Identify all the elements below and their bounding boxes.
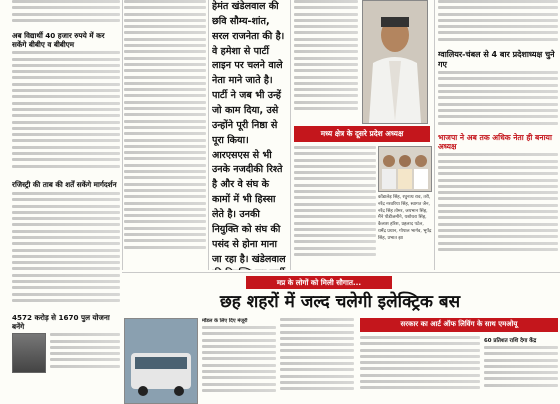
- names-list: कोंडालेड़ सिंह, रघुनाथ राव, तरी, नरेंद्र नरवरिया सिंह, स्वागत जैन, नरेंद्र सिंह तोमर, जयभान सिंह, मैंने पौडीजमीने, यशोधरा सिंह, कैलाश हरिश, प्रहलाद पटेल, धर्मेंद्र प्रधान, गोपाल भार्गव, भूपेंद्र सिंह, प्रभात झा: [378, 195, 432, 241]
- divider: [122, 0, 123, 270]
- quote-column: [212, 0, 288, 270]
- bottom-text-col-2: [280, 318, 354, 404]
- section-banner: मध्य क्षेत्र के दूसरे प्रदेश अध्यक्ष: [294, 126, 430, 142]
- right-column: [438, 0, 558, 270]
- left-headline-2: रजिस्ट्री की ताब की शर्तें सकेंगे मार्गदर्शन: [12, 180, 117, 190]
- right-text-3: [438, 153, 558, 250]
- bottom-right-subhead: 60 प्रतिशत राशि देगा केंद्र: [484, 338, 537, 344]
- bottom-left-area: [124, 318, 198, 404]
- left-small-photo: [12, 333, 46, 373]
- center-mid-right: [378, 146, 432, 270]
- bottom-right-text: [360, 336, 480, 404]
- leader-photo: [362, 0, 428, 124]
- left-text-block-1: [12, 0, 120, 30]
- divider: [290, 0, 291, 270]
- bottom-box: [202, 318, 276, 404]
- portraits-strip: [378, 146, 432, 192]
- bottom-box-label: मॉडल के लिए दिए मंजूरी: [202, 318, 248, 324]
- bottom-headline: छह शहरों में जल्द चलेगी इलेक्ट्रिक बस: [219, 292, 461, 312]
- bus-photo: [124, 318, 198, 404]
- left-headline-1: अब विद्यार्थी 40 हजार रुपये में कर सकेंगे बीबीए व बीबीएम: [12, 31, 105, 49]
- divider: [434, 0, 435, 270]
- divider: [208, 0, 209, 270]
- left-text-block-2: [12, 51, 120, 179]
- bottom-far-right: [484, 336, 558, 404]
- left-headline-3: 4572 करोड़ से 1670 पुल योजना बनेंगे: [12, 312, 110, 331]
- divider: [122, 272, 560, 273]
- second-column: [124, 0, 206, 270]
- quote-text: हेमंत खंडेलवाल की छवि सौम्य-शांत, सरल राजनेता की है। वे हमेशा से पार्टी लाइन पर चलने वाले नेता माने जाते है। पार्टी ने जब भी उन्हें जो काम दिया, उसे उन्होंने पूरी निष्ठा से पूरा किया। आरएसएस से भी उनके नजदीकी रिश्ते है और वे संघ के कामों में भी हिस्सा लेते है। उनकी नियुक्ति को संघ की पसंद से होना माना जा रहा है। खंडेलवाल: [212, 1, 286, 265]
- left-text-block-4: [12, 333, 120, 393]
- right-headline-2: भाजपा ने अब तक अधिक नेता ही बनाया अध्यक्ष: [438, 133, 552, 152]
- right-text-1: [438, 0, 558, 48]
- right-text-2: [438, 71, 558, 131]
- center-top-text: [294, 0, 358, 124]
- left-text-block-3: [12, 192, 120, 312]
- left-column: [12, 0, 120, 404]
- second-col-text: [124, 0, 206, 249]
- bottom-sub-strip: सरकार का आर्ट ऑफ लिविंग के साथ एमओयू: [360, 318, 558, 332]
- right-headline-1: ग्वालियर-चंबल से 4 बार प्रदेशाध्यक्ष चुने गए: [438, 50, 555, 69]
- bottom-strip: मप्र के लोगों को मिली सौगात...: [246, 276, 392, 289]
- center-mid-left-text: [294, 146, 376, 270]
